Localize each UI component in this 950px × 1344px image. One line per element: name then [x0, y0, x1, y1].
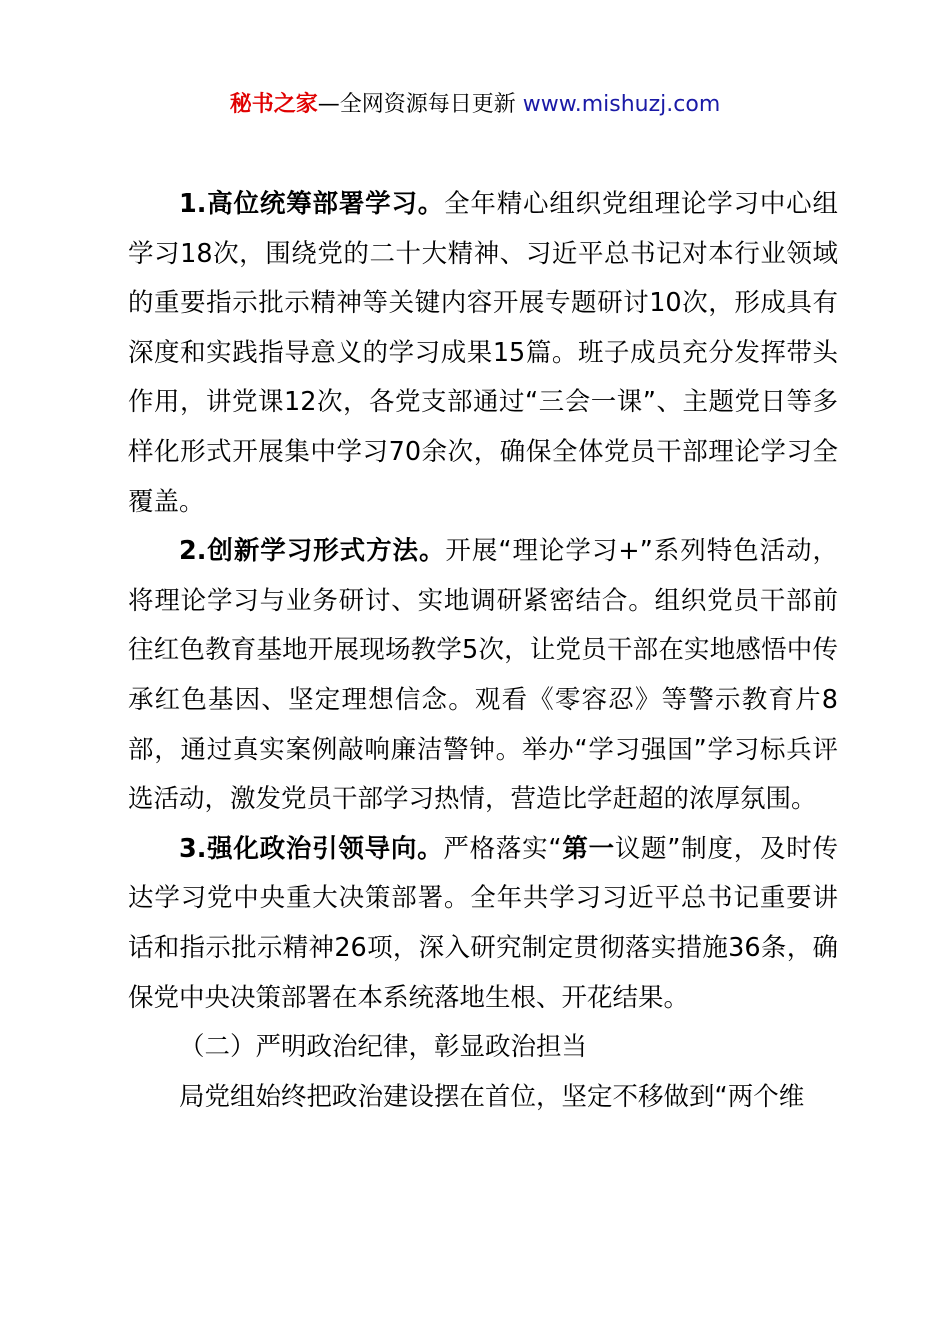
paragraph-lead: 3.强化政治引领导向。 — [179, 833, 444, 864]
document-body — [128, 180, 838, 1122]
paragraph-lead: 1.高位统筹部署学习。 — [179, 189, 445, 219]
site-header — [0, 88, 950, 122]
paragraph-text: 开展“理论学习+”系列特色活动，将理论学习与业务研讨、实地调研紧密结合。组织党员干部前往红色教育基地开展现场教学5次，让党员干部在实地感悟中传承红色基因、坚定理想信念。观看《零容忍》等警示教育片8部，通过真实案例敲响廉洁警钟。举办“学习强国”学习标兵评选活动，激发党员干部学习热情，营造比学赶超的浓厚氛围。 — [128, 536, 838, 815]
paragraph-text: 议题”制度，及时传达学习党中央重大决策部署。全年共学习习近平总书记重要讲话和指示批示精神26项，深入研究制定贯彻落实措施36条，确保党中央决策部署在本系统落地生根、开花结果。 — [128, 833, 838, 1013]
site-url-link[interactable]: www.mishuzj.com — [522, 92, 721, 117]
paragraph-study-planning — [128, 180, 838, 527]
paragraph-political-guidance — [128, 825, 838, 1023]
section-heading: （二）严明政治纪律，彰显政治担当 — [179, 1032, 588, 1063]
paragraph-closing: 局党组始终把政治建设摆在首位，坚定不移做到“两个维 — [179, 1081, 805, 1112]
paragraph-text: 严格落实“ — [443, 833, 562, 864]
paragraph-lead: 2.创新学习形式方法。 — [179, 536, 446, 567]
header-tagline: —全网资源每日更新 — [317, 92, 523, 117]
paragraph-text: 全年精心组织党组理论学习中心组学习18次，围绕党的二十大精神、习近平总书记对本行业领域的重要指示批示精神等关键内容开展专题研讨10次，形成具有深度和实践指导意义的学习成果15篇。班子成员充分发挥带头作用，讲党课12次，各党支部通过“三会一课”、主题党日等多样化形式开展集中学习70余次，确保全体党员干部理论学习全覆盖。 — [128, 189, 838, 517]
paragraph-study-methods — [128, 527, 838, 825]
emphasis-text: 第一 — [561, 833, 615, 864]
brand-name: 秘书之家 — [229, 92, 318, 117]
